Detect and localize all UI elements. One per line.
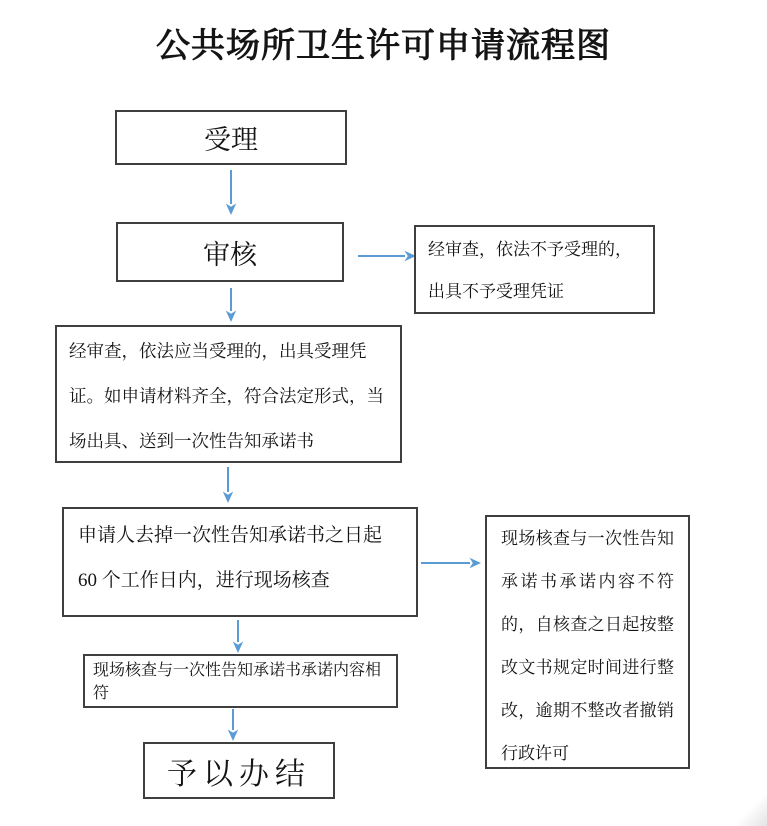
node-accept-label: 受理 — [204, 125, 258, 155]
down-arrow-icon — [224, 169, 238, 215]
node-complete — [143, 742, 335, 799]
node-not-accepted-text: 经审查，依法不予受理的，出具不予受理凭证 — [428, 240, 632, 301]
flowchart-title: 公共场所卫生许可申请流程图 — [156, 27, 611, 65]
node-not-accepted — [414, 225, 655, 314]
node-accept — [115, 110, 347, 165]
page-corner-shade — [733, 796, 767, 826]
right-arrow-icon — [358, 249, 416, 263]
down-arrow-icon — [221, 466, 235, 503]
node-onsite-check-text: 申请人去掉一次性告知承诺书之日起 60 个工作日内，进行现场核查 — [78, 525, 383, 591]
down-arrow-icon — [231, 619, 245, 653]
node-match-text: 现场核查与一次性告知承诺书承诺内容相符 — [93, 662, 382, 702]
node-accepted — [55, 325, 402, 463]
right-arrow-icon — [421, 556, 481, 570]
node-review — [116, 222, 344, 282]
node-mismatch — [485, 515, 690, 769]
down-arrow-icon — [226, 708, 240, 741]
down-arrow-icon — [224, 287, 238, 322]
node-review-label: 审核 — [203, 239, 257, 270]
node-onsite-check — [62, 507, 418, 617]
node-accepted-text: 经审查，依法应当受理的，出具受理凭证。如申请材料齐全，符合法定形式，当场出具、送到一次性告知承诺书 — [69, 341, 384, 451]
node-complete-label: 予以办结 — [167, 757, 311, 791]
node-match — [83, 654, 398, 708]
node-mismatch-text: 现场核查与一次性告知承诺书承诺内容不符的，自核查之日起按整改文书规定时间进行整改，逾期不整改者撤销行政许可 — [501, 529, 674, 763]
